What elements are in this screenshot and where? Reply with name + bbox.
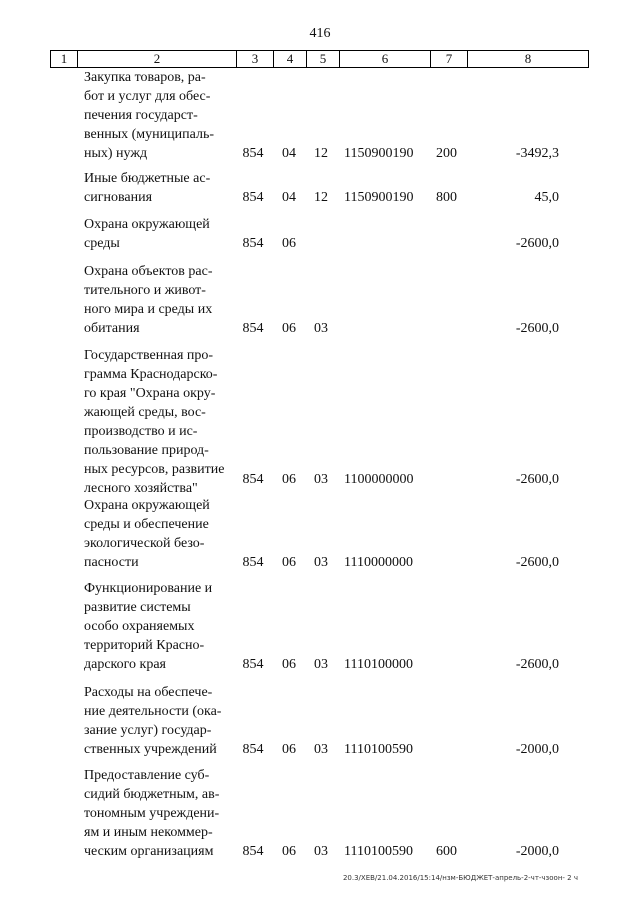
row-code-5: 03 [314, 321, 328, 336]
row-name: Расходы на обеспече- ние деятельности (ока- зание услуг) государ- ственных учреждений [84, 685, 222, 757]
row-code-4: 06 [282, 321, 296, 336]
row-code-5: 03 [314, 555, 328, 570]
row-code-4: 06 [282, 472, 296, 487]
row-code-5: 03 [314, 742, 328, 757]
row-code-5: 03 [314, 657, 328, 672]
row-code-3: 854 [242, 190, 264, 205]
column-header-3: 3 [237, 51, 274, 68]
row-code-3: 854 [242, 742, 264, 757]
print-footer: 20.3/XEB/21.04.2016/15:14/нзм-БЮДЖЕТ-апрель-2-чт-чзоон- 2 ч [342, 874, 578, 882]
row-code-6: 1150900190 [344, 146, 414, 161]
row-amount: -2000,0 [515, 742, 559, 757]
row-code-3: 854 [242, 555, 264, 570]
column-header-8: 8 [468, 51, 589, 68]
row-code-3: 854 [242, 146, 264, 161]
row-code-7: 200 [436, 146, 457, 161]
row-code-3: 854 [242, 657, 264, 672]
row-code-6: 1110100590 [344, 742, 413, 757]
row-amount: -2600,0 [515, 236, 559, 251]
row-code-5: 03 [314, 472, 328, 487]
row-code-4: 04 [282, 146, 296, 161]
row-code-5: 12 [314, 146, 328, 161]
column-header-2: 2 [78, 51, 237, 68]
page-number: 416 [309, 26, 331, 41]
row-name: Охрана окружающей среды и обеспечение экологической безо- пасности [84, 498, 210, 570]
column-header-5: 5 [307, 51, 340, 68]
row-code-6: 1110000000 [344, 555, 413, 570]
row-code-7: 600 [436, 844, 457, 859]
row-code-5: 03 [314, 844, 328, 859]
row-name: Охрана объектов рас- тительного и живот- ного мира и среды их обитания [84, 264, 213, 336]
row-code-4: 06 [282, 742, 296, 757]
row-code-3: 854 [242, 844, 264, 859]
row-code-6: 1150900190 [344, 190, 414, 205]
row-amount: -2600,0 [515, 472, 559, 487]
row-name: Охрана окружающей среды [84, 217, 210, 251]
row-amount: 45,0 [534, 190, 559, 205]
row-code-7: 800 [436, 190, 457, 205]
column-header-1: 1 [51, 51, 78, 68]
row-amount: -2600,0 [515, 555, 559, 570]
row-name: Закупка товаров, ра- бот и услуг для обес- печения государст- венных (муниципаль- ных) нужд [84, 70, 214, 161]
row-name: Функционирование и развитие системы особо охраняемых территорий Красно- дарского края [84, 581, 213, 672]
row-code-6: 1110100590 [344, 844, 413, 859]
row-code-6: 1100000000 [344, 472, 414, 487]
row-code-3: 854 [242, 472, 264, 487]
row-code-6: 1110100000 [344, 657, 413, 672]
row-name: Иные бюджетные ас- сигнования [84, 171, 211, 205]
row-amount: -2000,0 [515, 844, 559, 859]
row-code-5: 12 [314, 190, 328, 205]
row-name: Предоставление суб- сидий бюджетным, ав- тономным учреждени- ям и иным некоммер- ческим организациям [84, 768, 220, 859]
row-code-4: 04 [282, 190, 296, 205]
row-amount: -3492,3 [515, 146, 559, 161]
row-name: Государственная про- грамма Краснодарско- го края "Охрана окру- жающей среды, вос- производство и ис- пользование природ- ных ресурсов, развитие лесного хозяйства" [84, 348, 225, 496]
column-header-4: 4 [274, 51, 307, 68]
row-code-4: 06 [282, 657, 296, 672]
column-header-6: 6 [340, 51, 431, 68]
row-code-4: 06 [282, 236, 296, 251]
column-header-row [50, 50, 589, 68]
row-amount: -2600,0 [515, 321, 559, 336]
row-code-4: 06 [282, 844, 296, 859]
row-code-3: 854 [242, 236, 264, 251]
row-amount: -2600,0 [515, 657, 559, 672]
column-header-7: 7 [431, 51, 468, 68]
row-code-3: 854 [242, 321, 264, 336]
row-code-4: 06 [282, 555, 296, 570]
